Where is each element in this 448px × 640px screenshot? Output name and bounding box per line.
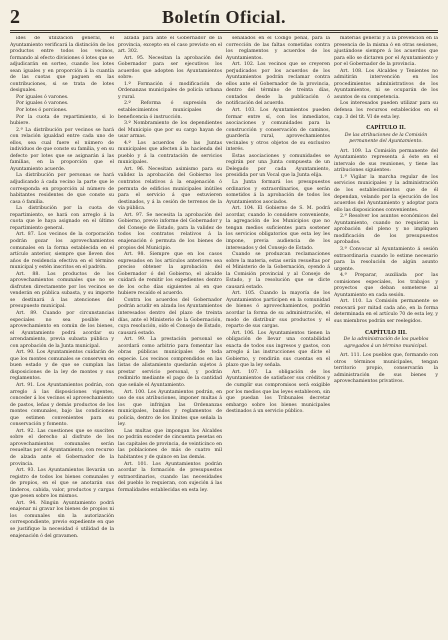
- paragraph: Por iguales ó varones.: [16, 101, 69, 107]
- chapter-heading: CAPÍTULO III.: [365, 329, 407, 336]
- paragraph: Art. 107. La obligación de los Ayuntamientos de satisfacer sus créditos y de cumplir sus compromisos será exigible por los medios que las leyes establecen, sin que puedan los Tribunales decretar embargo sobre los bienes municipales destinados á un servicio público.: [226, 369, 330, 415]
- paragraph: 2.ª La distribución por vecinos se hará con relación igualdad entre cada uno de ellos, sea cual fuere el número de individuos de que conste su familia, y en su defecto por lotes que se asignarán á las familias, en la proporción que el Ayuntamiento acuerde.: [10, 127, 114, 172]
- paragraph: Art. 92. Las cuestiones que se susciten sobre el derecho al disfrute de los aprovechamientos comunales serán resueltas por el Ayuntamiento, con recurso de alzada ante el Gobernador de la provincia.: [10, 428, 114, 467]
- paragraph: Las multas que impongan los Alcaldes no podrán exceder de cincuenta pesetas en las capitales de provincia, de veinticinco en las poblaciones de más de cuatro mil habitantes y de quince en las demás.: [118, 428, 222, 460]
- paragraph: 2.ª Resolver los asuntos económicos del Ayuntamiento, cuando no requieran la aprobación del pleno y no impliquen modificación de los presupuestos aprobados.: [334, 214, 438, 246]
- page-number: 2: [10, 6, 20, 28]
- paragraph: Art. 90. Los Ayuntamientos cuidarán de que los montes comunales se conserven en buen estado y de que se cumplan las disposiciones de la ley de montes y sus reglamentos.: [10, 350, 114, 382]
- paragraph: Art. 88. Los productos de los aprovechamientos comunales que no se disfruten directamente por los vecinos se venderán en pública subasta, y su importe se destinará á las atenciones del presupuesto municipal.: [10, 271, 114, 310]
- paragraph: alzada para ante el Gobernador de la provincia, excepto en el caso previsto en el art. 302.: [118, 36, 222, 55]
- paragraph: Art. 87. Los vecinos de la corporación podrán gozar los aprovechamientos comunales en la forma establecida en el artículo anterior, siempre que lleven dos años de residencia efectiva en el término municipal y estén inscritos en el padrón.: [10, 232, 114, 271]
- paragraph: 1.º Formación ó modificación de Ordenanzas municipales de policía urbana y rural.: [118, 81, 222, 100]
- paragraph: Art. 106. Los Ayuntamientos tienen la obligación de llevar una contabilidad exacta de todos sus ingresos y gastos, con arreglo á las instrucciones que dicte el Gobierno, y rendirán sus cuentas en el plazo que la ley señala.: [226, 330, 330, 369]
- paragraph: Art. 96. Necesitan asimismo para su validez la aprobación del Gobierno los contratos relativos á la enajenación ó permuta de edificios municipales inútiles para el servicio á que estuvieren destinados, y á la cesión de terrenos de la vía pública.: [118, 166, 222, 212]
- paragraph: Art. 100. Los Ayuntamientos podrán, en uso de sus atribuciones, imponer multas á los que infrinjan las Ordenanzas municipales, bandos y reglamentos de policía, dentro de los límites que señala la ley.: [118, 389, 222, 428]
- paragraph: Art. 108. Los Alcaldes y Tenientes no admitirán intervención en los procedimientos administrativos de los Ayuntamientos, ni se ocuparán de los asuntos de su competencia.: [334, 68, 438, 100]
- paragraph: Art. 110. La Comisión permanente se renovará por mitad cada año, en la forma determinada en el artículo 70 de esta ley, y sus miembros podrán ser reelegidos.: [334, 299, 438, 324]
- paragraph: 4.ª Preparar, auxiliada por las comisiones especiales, los trabajos y proyectos que deban someterse al Ayuntamiento en cada sesión.: [334, 273, 438, 298]
- paragraph: Art. 105. Cuando la mayoría de los Ayuntamientos participen en la comunidad de bienes ó aprovechamientos, podrán acordar la forma de su administración, el modo de distribuir sus productos y el reparto de sus cargas.: [226, 291, 330, 330]
- paragraph: Art. 91. Los Ayuntamientos podrán, con arreglo á las disposiciones vigentes, conceder á los vecinos el aprovechamiento de pastos, leñas y demás productos de los montes comunales, bajo las condiciones que estimen convenientes para su conservación y fomento.: [10, 382, 114, 428]
- paragraph: Art. 103. Los Ayuntamientos pueden formar entre sí, con los inmediatos, asociaciones y comunidades para la construcción y conservación de caminos, guardería rural, aprovechamientos vecinales y otros objetos de su exclusivo interés.: [226, 108, 330, 153]
- text-column-2: [118, 36, 222, 636]
- paragraph: Art. 98. Siempre que en los casos expresados en los artículos anteriores sea preciso obtener la aprobación del Gobernador ó del Gobierno, el alcalde cuidará de remitir los expedientes dentro de los ocho días siguientes al en que hubiere recaído el acuerdo.: [118, 252, 222, 297]
- paragraph: Por iguales ó varones.: [16, 94, 69, 100]
- paragraph: Los interesados pueden utilizar para su defensa los recursos establecidos en el cap. 3 del tít. VI de esta ley.: [334, 101, 438, 120]
- chapter-subtitle: De la administración de los pueblos agregados á un término municipal.: [343, 337, 429, 349]
- paragraph: Art. 111. Los pueblos que, formando con otros términos municipales, tengan territorio propio, conservarán la administración de sus bienes y aprovechamientos privativos.: [334, 353, 438, 385]
- text-column-3: [226, 36, 330, 636]
- paragraph: La distribución por la cuota de repartimiento, se hará con arreglo á la cuota que le haya asignado en el último repartimiento general.: [10, 206, 114, 231]
- paragraph: La Junta formará los presupuestos ordinarios y extraordinarios, que serán sometidos á la aprobación de todos los Ayuntamientos asociados.: [226, 180, 330, 205]
- paragraph: 4.º Los acuerdos de las Juntas municipales que afecten á la hacienda del pueblo y á la contratación de servicios municipales.: [118, 140, 222, 166]
- paragraph: Art. 104. El Gobierno de S. M. podrá acordar, cuando lo considere conveniente, la agregación de los Municipios que no tengan medios suficientes para sostener los servicios obligatorios que esta ley les impone, previa audiencia de los interesados y del Consejo de Estado.: [226, 206, 330, 251]
- paragraph: Art. 102. Los vecinos que se creyeren perjudicados por los acuerdos de los Ayuntamientos podrán reclamar contra ellos ante el Gobernador de la provincia, dentro del término de treinta días, contados desde la publicación ó notificación del acuerdo.: [226, 62, 330, 107]
- text-columns: [10, 36, 438, 636]
- paragraph: Cuando se produzcan reclamaciones sobre la materia, estas serán resueltas por el Ministerio de la Gobernación, oyendo á la Comisión provincial y al Consejo de Estado, y la resolución que se dicte causará estado.: [226, 252, 330, 290]
- paragraph: Estas asociaciones y comunidades se regirán por una Junta compuesta de un Delegado por cada Ayuntamiento, presidida por un Vocal que la Junta elija.: [226, 153, 330, 179]
- page-title: Boletín Oficial.: [162, 7, 286, 27]
- paragraph: 3.º Nombramiento de los dependientes del Municipio que por su cargo hayan de usar armas.: [118, 121, 222, 140]
- chapter-heading: CAPÍTULO II.: [366, 125, 406, 132]
- chapter-subtitle: De las atribuciones de la Comisión permanente del Ayuntamiento.: [344, 132, 428, 145]
- paragraph: Art. 94. Ningún Ayuntamiento podrá enajenar ni gravar los bienes de propios ni los comunales sin la autorización correspondiente, previo expediente en que se justifique la necesidad ó utilidad de la enajenación ó del gravamen.: [10, 500, 114, 539]
- paragraph: materias general y á la prevención en la presencia de la misma ó en otras sesiones, ajustándose siempre á los acuerdos que para ello se dictaren por el Ayuntamiento y por el Gobernador de la provincia.: [334, 36, 438, 68]
- text-column-4: [334, 36, 438, 636]
- paragraph: Art. 95. Necesitan la aprobación del Gobernador para ser ejecutivos los acuerdos que adopten los Ayuntamientos sobre:: [118, 55, 222, 81]
- header-rule: [10, 30, 438, 31]
- paragraph: Art. 97. Se necesita la aprobación del Gobierno, previo informe del Gobernador y del Consejo de Estado, para la validez de todos los contratos relativos á la enajenación ó permuta de los bienes de propios del Municipio.: [118, 212, 222, 251]
- text-column-1: [10, 36, 114, 636]
- paragraph: Art. 93. Los Ayuntamientos llevarán un registro de todos los bienes comunales y de propios, en el que se anotarán sus linderos, cabida, valor, productos y cargas que pesen sobre los mismos.: [10, 468, 114, 500]
- header-rule-double: [10, 32, 438, 33]
- paragraph: Art. 89. Cuando por circunstancias especiales no sea posible el aprovechamiento en común de los bienes, el Ayuntamiento podrá acordar su arrendamiento, previa subasta pública y con aprobación de la Junta municipal.: [10, 310, 114, 349]
- paragraph: 1.ª Vigilar la marcha regular de los servicios municipales y la administración de los establecimientos que de él dependan, velando por la ejecución de los acuerdos del Ayuntamiento y adoptar para ello las disposiciones convenientes.: [334, 174, 438, 213]
- page-header: [10, 6, 438, 28]
- paragraph: Contra los acuerdos del Gobernador podrán acudir en alzada los Ayuntamientos interesados dentro del plazo de treinta días, ante el Ministerio de la Gobernación, cuya resolución, oído el Consejo de Estado, causará estado.: [118, 297, 222, 336]
- paragraph: Por lotes ó porciones.: [16, 108, 68, 114]
- paragraph: Por la cuota de repartimiento, si lo hubiere.: [10, 114, 114, 127]
- paragraph: Art. 109. La Comisión permanente del Ayuntamiento representa á éste en el intervalo de sus reuniones, y tiene las atribuciones siguientes:: [334, 148, 438, 174]
- paragraph: La distribución por personas se hará adjudicando á cada vecino la parte que le corresponda en proporción al número de habitantes residentes de que conste su casa ó familia.: [10, 173, 114, 205]
- paragraph: ídes de utilización general, el Ayuntamiento verificará la distinción de los productos entre todos los vecinos, formando al efecto divisiones ó lotes que se adjudicarán en sorteo, cuando los lotes sean iguales y en proporción á la cuantía de las cuotas que paguen en las contribuciones, si se trata de lotes desiguales.: [10, 36, 114, 94]
- paragraph: Art. 101. Los Ayuntamientos podrán acordar la formación de presupuestos extraordinarios, cuando las necesidades del pueblo lo requieran, con sujeción á las formalidades establecidas en esta ley.: [118, 461, 222, 493]
- paragraph: señalados en el Código penal, para la corrección de las faltas cometidas contra los reglamentos y acuerdos de los Ayuntamientos.: [226, 36, 330, 61]
- paragraph: 2.º Reforma ó supresión de establecimientos municipales de beneficencia ó instrucción.: [118, 101, 222, 120]
- paragraph: 3.ª Convocar al Ayuntamiento á sesión extraordinaria cuando lo estime necesario para la resolución de algún asunto urgente.: [334, 246, 438, 272]
- paragraph: Art. 99. La prestación personal se acordará como arbitrio para fomentar las obras públicas municipales de toda especie. Los vecinos comprendidos en las listas de alistamiento quedarán sujetos á prestar servicio personal, y podrán redimirlo mediante el pago de la cantidad que señale el Ayuntamiento.: [118, 337, 222, 388]
